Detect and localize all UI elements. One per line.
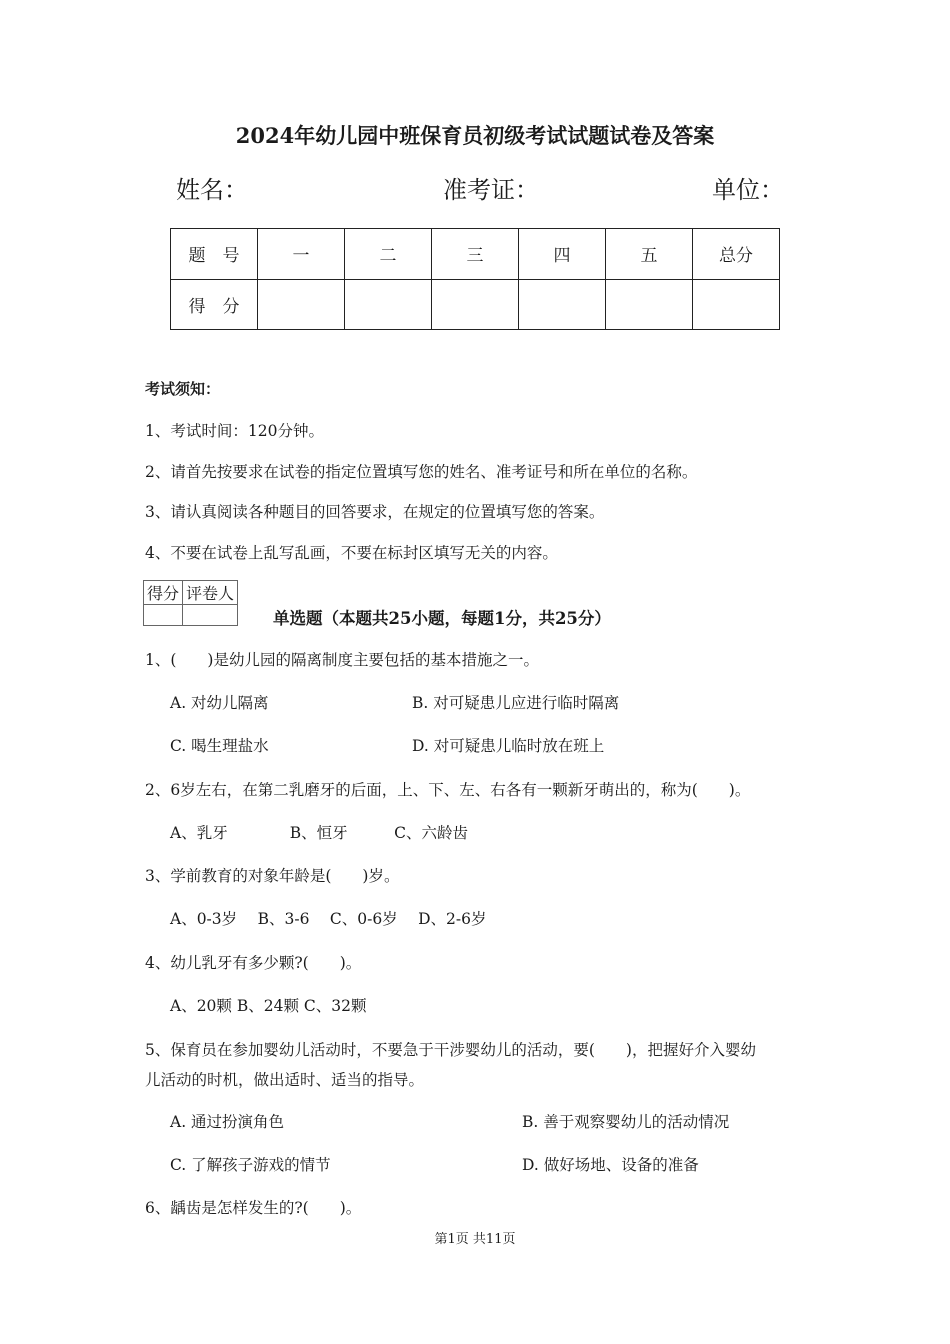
score-table-score-row [171,279,780,330]
header-cell: 一 [258,229,345,280]
score-cell [519,279,606,330]
question-stem: 6、龋齿是怎样发生的?( )。 [145,1199,362,1217]
score-table-header-row [171,229,780,280]
name-label: 姓名： [176,176,248,204]
exam-id-label: 准考证： [443,176,539,204]
question-stem-continued: 儿活动的时机，做出适时、适当的指导。 [145,1071,425,1089]
notice-item: 3、请认真阅读各种题目的回答要求，在规定的位置填写您的答案。 [145,503,605,521]
grader-score-label: 得分 [144,581,183,605]
question-options: A、乳牙 B、恒牙 C、六龄齿 [170,824,468,842]
grader-name-label: 评卷人 [183,581,238,605]
grader-name-cell [183,605,238,626]
option-c: C. 喝生理盐水 [170,737,269,755]
option-d: D. 对可疑患儿临时放在班上 [412,737,605,755]
question-options: A、0-3岁 B、3-6 C、0-6岁 D、2-6岁 [170,910,487,928]
header-cell: 二 [345,229,432,280]
question-stem: 4、幼儿乳牙有多少颗?( )。 [145,954,362,972]
score-table [170,228,780,330]
header-cell: 总分 [693,229,780,280]
question-stem: 3、学前教育的对象年龄是( )岁。 [145,867,400,885]
grader-score-cell [144,605,183,626]
page-title: 2024年幼儿园中班保育员初级考试试题试卷及答案 [235,123,715,148]
notice-item: 2、请首先按要求在试卷的指定位置填写您的姓名、准考证号和所在单位的名称。 [145,463,698,481]
notice-title: 考试须知： [145,380,221,398]
score-cell [693,279,780,330]
score-cell [345,279,432,330]
option-c: C. 了解孩子游戏的情节 [170,1156,331,1174]
page-footer: 第1页 共11页 [434,1232,516,1247]
score-cell [432,279,519,330]
option-b: B. 善于观察婴幼儿的活动情况 [522,1113,730,1131]
header-cell: 题 号 [171,229,258,280]
option-a: A. 通过扮演角色 [170,1113,285,1131]
question-stem: 2、6岁左右，在第二乳磨牙的后面，上、下、左、右各有一颗新牙萌出的，称为( )。 [145,781,751,799]
header-cell: 五 [606,229,693,280]
option-a: A. 对幼儿隔离 [170,694,269,712]
section-title: 单选题（本题共25小题，每题1分，共25分） [273,609,611,628]
header-cell: 三 [432,229,519,280]
option-b: B. 对可疑患儿应进行临时隔离 [412,694,620,712]
score-cell [258,279,345,330]
notice-item: 4、不要在试卷上乱写乱画，不要在标封区填写无关的内容。 [145,544,558,562]
notice-item: 1、考试时间：120分钟。 [145,422,324,440]
header-cell: 四 [519,229,606,280]
question-options: A、20颗 B、24颗 C、32颗 [170,997,367,1015]
question-stem: 5、保育员在参加婴幼儿活动时，不要急于干涉婴幼儿的活动，要( )，把握好介入婴幼 [145,1041,756,1059]
grader-box [143,580,238,626]
question-stem: 1、( )是幼儿园的隔离制度主要包括的基本措施之一。 [145,651,539,669]
row-label-cell: 得 分 [171,279,258,330]
score-cell [606,279,693,330]
option-d: D. 做好场地、设备的准备 [522,1156,699,1174]
unit-label: 单位： [712,176,784,204]
